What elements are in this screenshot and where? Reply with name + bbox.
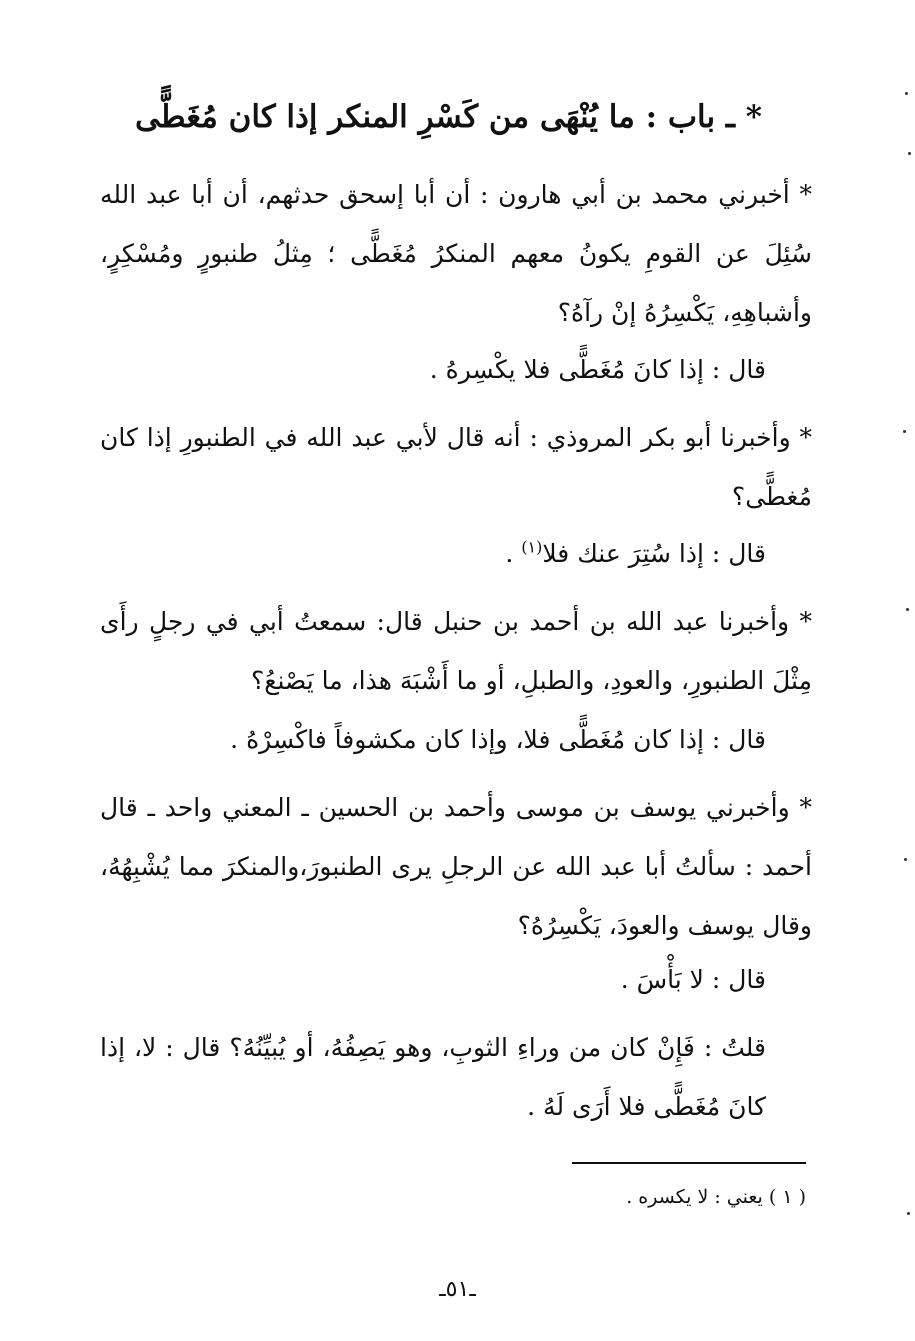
- entry-paragraph: * أخبرني محمد بن أبي هارون : أن أبا إسحق حدثهم، أن أبا عبد الله سُئِلَ عن القومِ يكونُ معهم المنكرُ مُغَطًّى ؛ مِثلُ طنبورٍ ومُسْكِرٍ، وأشباهِهِ، يَكْسِرُهُ إنْ رآهُ؟: [100, 180, 812, 327]
- entry-paragraph: قلتُ : فَإِنْ كان من وراءِ الثوبِ، وهو يَصِفُهُ، أو يُبيِّنُهُ؟ قال : لا، إذا كانَ مُغَطًّى فلا أَرَى لَهُ .: [100, 1033, 766, 1121]
- entry-3-answer-block: [100, 710, 812, 769]
- entry-1-answer-block: [100, 340, 812, 399]
- entry-3: [100, 592, 812, 710]
- page-number: ـ٥١ـ: [439, 1277, 476, 1302]
- entry-answer: قال : لا بَأْسَ .: [620, 965, 766, 994]
- entry-answer: قال : إذا كانَ مُغَطًّى فلا يكْسِرهُ .: [429, 355, 766, 384]
- entry-answer: قال : إذا كان مُغَطًّى فلا، وإذا كان مكشوفاً فاكْسِرْهُ .: [230, 725, 766, 754]
- entry-5: [100, 1018, 812, 1136]
- entry-1: [100, 165, 812, 342]
- entry-paragraph: * وأخبرنا أبو بكر المروذي : أنه قال لأبي عبد الله في الطنبورِ إذا كان مُغطًّى؟: [100, 423, 812, 511]
- entry-answer-text: قال : إذا سُتِرَ عنك فلا: [542, 539, 766, 568]
- scan-speck: [907, 1212, 910, 1215]
- scan-speck: [906, 608, 909, 611]
- entry-4-answer-block: [100, 950, 812, 1009]
- footnote-ref: (١): [521, 537, 543, 557]
- entry-2: [100, 408, 812, 526]
- scan-speck: [903, 430, 906, 433]
- chapter-title: * ـ باب : ما يُنْهَى من كَسْرِ المنكر إذا كان مُغَطًّى: [135, 99, 762, 135]
- scan-speck: [905, 92, 908, 95]
- footnote-divider: [572, 1162, 806, 1164]
- footnote: ( ١ ) يعني : لا يكسره .: [626, 1186, 806, 1208]
- entry-answer-with-ref: [100, 524, 812, 583]
- scan-speck: [908, 152, 911, 155]
- scan-speck: [904, 858, 907, 861]
- entry-4: [100, 778, 812, 955]
- entry-paragraph: * وأخبرني يوسف بن موسى وأحمد بن الحسين ـ المعني واحد ـ قال أحمد : سألتُ أبا عبد الله عن الرجلِ يرى الطنبورَ،والمنكرَ مما يُشْبِهُهُ، وقال يوسف والعودَ، يَكْسِرُهُ؟: [100, 793, 812, 940]
- entry-answer-end: .: [505, 539, 522, 568]
- entry-paragraph: * وأخبرنا عبد الله بن أحمد بن حنبل قال: سمعتُ أبي في رجلٍ رأَى مِثْلَ الطنبورِ، والعودِ، والطبلِ، أو ما أَشْبَهَ هذا، ما يَصْنعُ؟: [100, 607, 812, 695]
- entry-2-answer-block: [100, 524, 812, 583]
